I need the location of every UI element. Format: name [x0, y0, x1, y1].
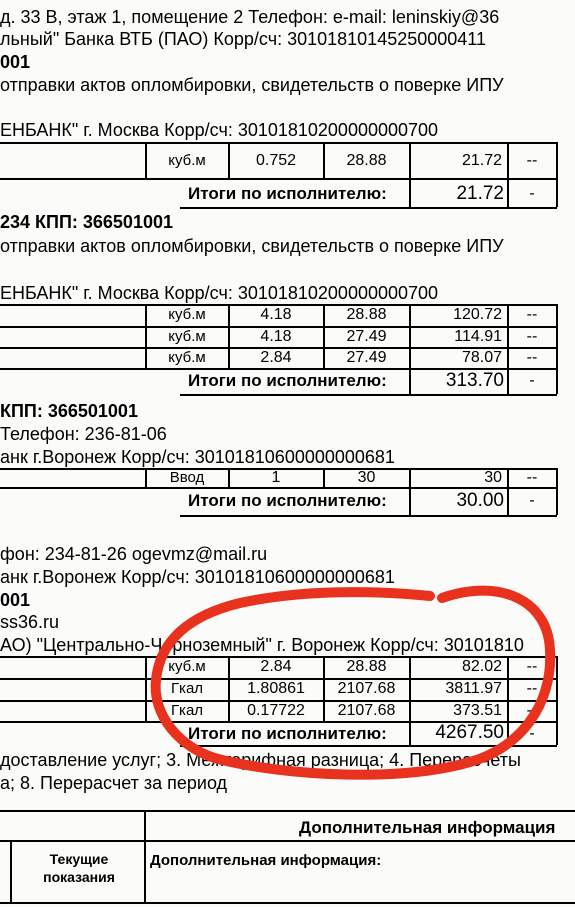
- table-cell-extra: --: [526, 328, 538, 345]
- total-extra: -: [529, 492, 535, 509]
- total-value: 30.00: [456, 490, 504, 511]
- current-readings-header: Текущие показания: [43, 851, 115, 885]
- extra-info-header: Дополнительная информация: [299, 818, 556, 837]
- block3-bank-line: анк г.Воронеж Корр/сч: 30101810600000000681: [0, 447, 395, 467]
- table-cell-tariff: 2107.68: [337, 702, 396, 719]
- block2-note-line: отправки актов опломбировки, свидетельств о поверке ИПУ: [0, 236, 504, 256]
- provider-address-line: д. 33 В, этаж 1, помещение 2 Телефон: e-mail: leninskiy@36: [0, 7, 500, 27]
- total-value: 313.70: [445, 370, 504, 391]
- table-cell-sum: 120.72: [453, 306, 502, 323]
- total-extra: -: [529, 372, 535, 389]
- table-cell-extra: --: [526, 469, 538, 486]
- block4-site-line: ss36.ru: [0, 612, 60, 632]
- table-cell-unit: куб.м: [168, 306, 206, 323]
- provider-note-line: отправки актов опломбировки, свидетельств о поверке ИПУ: [0, 75, 504, 95]
- total-extra: -: [529, 185, 535, 202]
- table-cell-qty: 1.80861: [247, 680, 305, 697]
- total-label: Итоги по исполнителю:: [188, 371, 387, 390]
- table-cell-unit: Ввод: [169, 469, 205, 486]
- table-cell-tariff: 27.49: [346, 328, 387, 345]
- total-label: Итоги по исполнителю:: [188, 184, 387, 203]
- total-extra: -: [529, 725, 535, 742]
- table-cell-tariff: 30: [357, 469, 376, 486]
- table-cell-extra: --: [526, 152, 538, 169]
- table-cell-tariff: 28.88: [346, 306, 387, 323]
- provider-bank-line: льный" Банка ВТБ (ПАО) Корр/сч: 30101810145250000411: [0, 29, 486, 49]
- provider-bank2-line: ЕНБАНК" г. Москва Корр/сч: 30101810200000000700: [0, 120, 439, 140]
- block4-kpp-line: 001: [0, 590, 31, 610]
- table-cell-qty: 1: [271, 469, 281, 486]
- extra-info-label: Дополнительная информация:: [150, 852, 382, 869]
- table-cell-extra: --: [526, 658, 538, 675]
- table-cell-unit: Гкал: [170, 680, 204, 697]
- table-cell-extra: --: [526, 680, 538, 697]
- table-cell-sum: 30: [484, 469, 502, 486]
- table-cell-sum: 114.91: [454, 328, 502, 345]
- table-cell-qty: 4.18: [260, 306, 292, 323]
- provider-kpp-line: 001: [0, 52, 31, 72]
- block2-kpp-line: 234 КПП: 366501001: [0, 212, 173, 232]
- table-cell-qty: 2.84: [260, 658, 292, 675]
- table-cell-qty: 0.752: [255, 152, 297, 169]
- table-cell-unit: куб.м: [168, 328, 206, 345]
- footer-legend-line-2: а; 8. Перерасчет за период: [0, 773, 228, 793]
- table-cell-tariff: 28.88: [346, 152, 387, 169]
- total-value: 21.72: [456, 183, 504, 204]
- block4-phone-line: фон: 234-81-26 ogevmz@mail.ru: [0, 544, 268, 564]
- total-label: Итоги по исполнителю:: [188, 491, 387, 510]
- table-cell-unit: куб.м: [168, 152, 206, 169]
- footer-legend-line: доставление услуг; 3. Межтарифная разница; 4. Перерасчеты: [0, 750, 521, 770]
- table-cell-tariff: 27.49: [346, 349, 387, 366]
- block2-bank-line: ЕНБАНК" г. Москва Корр/сч: 30101810200000000700: [0, 283, 439, 303]
- table-cell-sum: 3811.97: [445, 680, 502, 697]
- block4-bank-line: анк г.Воронеж Корр/сч: 30101810600000000681: [0, 567, 395, 587]
- table-cell-unit: куб.м: [168, 349, 206, 366]
- table-cell-tariff: 28.88: [346, 658, 387, 675]
- block3-phone-line: Телефон: 236-81-06: [0, 424, 167, 444]
- table-cell-qty: 4.18: [260, 328, 292, 345]
- table-cell-extra: --: [526, 702, 538, 719]
- table-cell-sum: 78.07: [461, 349, 502, 366]
- table-cell-qty: 2.84: [260, 349, 292, 366]
- total-value: 4267.50: [435, 722, 504, 743]
- table-cell-unit: куб.м: [168, 658, 206, 675]
- table-cell-sum: 82.02: [461, 658, 502, 675]
- table-cell-qty: 0.17722: [247, 702, 305, 719]
- total-label: Итоги по исполнителю:: [188, 724, 387, 743]
- table-cell-sum: 373.51: [453, 702, 502, 719]
- table-cell-sum: 21.72: [461, 152, 502, 169]
- block4-bank2-line: АО) "Центрально-Черноземный" г. Воронеж Корр/сч: 30101810: [0, 635, 524, 655]
- table-cell-extra: --: [526, 306, 538, 323]
- table-cell-extra: --: [526, 349, 538, 366]
- table-cell-unit: Гкал: [170, 702, 204, 719]
- block3-kpp-line: КПП: 366501001: [0, 401, 138, 421]
- table-cell-tariff: 2107.68: [337, 680, 396, 697]
